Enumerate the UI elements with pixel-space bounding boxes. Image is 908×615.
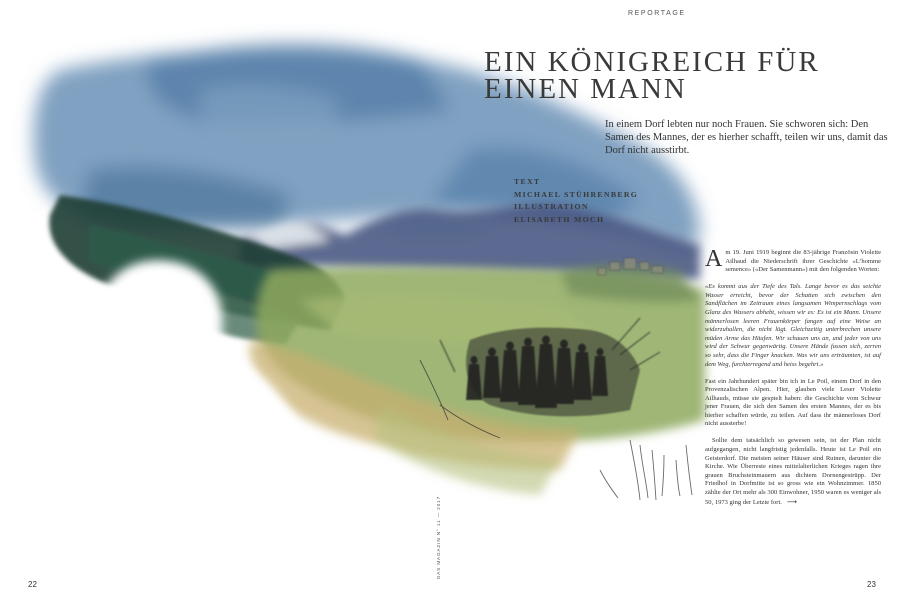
illustrator-name: ELISABETH MOCH — [514, 214, 605, 224]
lede: In einem Dorf lebten nur noch Frauen. Sie schworen sich: Den Samen des Mannes, der es hierher schafft, teilen wir uns, damit das Dorf nicht ausstirbt. — [605, 119, 888, 156]
illustration-credit-label: ILLUSTRATION — [514, 202, 589, 211]
intro-text: m 19. Juni 1919 beginnt die 83-jährige Französin Violette Ailhaud die Niederschrift ihrer Geschichte «L’homme semence» («Der Samenmann») mit den folgenden Worten: — [725, 249, 881, 274]
article-body — [705, 246, 881, 507]
headline-line-1: EIN KÖNIGREICH FÜR — [484, 46, 820, 78]
headline — [484, 46, 894, 105]
credits — [514, 176, 638, 226]
body-paragraph-3-text: Sollte dem tatsächlich so gewesen sein, ist der Plan nicht aufgegangen, nicht langfristig jedenfalls. Heute ist Le Poil ein Geisterdorf. Die meisten seiner Häuser sind Ruinen, darunter die Kirche. Wie Überreste eines mittelalterlichen Krieges ragen ihre grauen Bruchsteinmauern aus dichtem Dornengestrüpp. Der Friedhof in Dorfmitte ist so gross wie ein Wohnzimmer. 1850 zählte der Ort mehr als 300 Einwohner, 1950 waren es weniger als 50, 1973 ging der Letzte fort. — [705, 437, 881, 506]
author-name: MICHAEL STÜHRENBERG — [514, 189, 639, 199]
drop-cap: A — [705, 246, 723, 272]
quote-paragraph: «Es kommt aus der Tiefe des Tals. Lange bevor es das seichte Wasser erreicht, bevor der Schatten sich zwischen den Sandflächen im Zeitraum eines langsamen Wimpernschlags vom Glanz des Wassers abhebt, wissen wir es: Es ist ein Mann. Unsere männerlosen leeren Frauenkörper fangen auf eine Weise an widerzuhallen, die nicht lügt. Gleichzeitig unterbrechen unsere müden Arme das Häufen. Wir schauen uns an, und jeder von uns wird der Schwur gegenwärtig. Unsere Hände fassen sich, zerren so sehr, dass die Finger knacken. Was wir uns erträumten, ist auf dem Weg, furchterregend und heiss begehrt.» — [705, 283, 881, 368]
body-paragraph-3 — [705, 437, 881, 507]
intro-paragraph — [705, 246, 881, 275]
body-paragraph-2: Fast ein Jahrhundert später bin ich in Le Poil, einem Dorf in den Provenzalischen Alpen. Hier, glauben viele Leser Violette Ailhauds, müsse sie gespielt haben: die Geschichte vom Schwur jener Frauen, die sich den Samen des ersten Mannes, der es bis hierher schaffen würde, zu teilen. Auf dass ihr männerloses Dorf nicht aussterbe! — [705, 377, 881, 428]
page-number-right: 23 — [867, 580, 876, 589]
magazine-issue-vertical: DAS MAGAZIN N° 11 — 2017 — [436, 495, 441, 579]
page-number-left: 22 — [28, 580, 37, 589]
text-credit-label: TEXT — [514, 177, 541, 186]
section-label: REPORTAGE — [628, 10, 686, 17]
headline-line-2: EINEN MANN — [484, 73, 687, 105]
continue-arrow-icon: ⟶ — [786, 497, 797, 506]
bottom-fade — [300, 470, 470, 600]
